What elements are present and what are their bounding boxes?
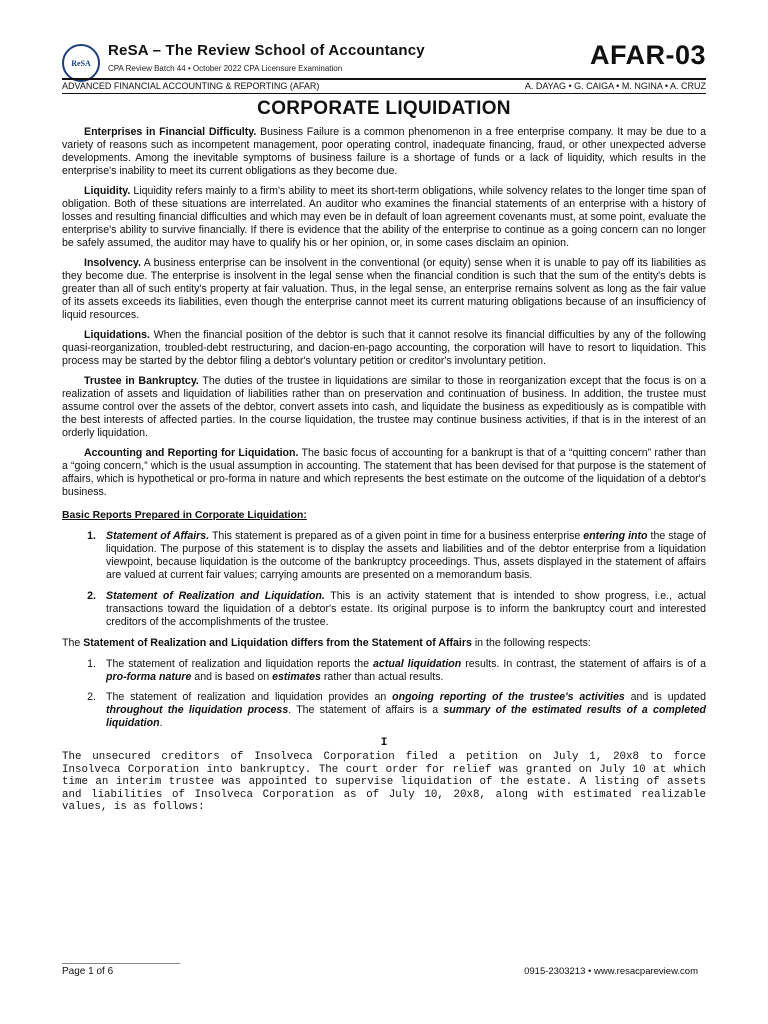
list-item: 1. Statement of Affairs. This statement is prepared as of a given point in time for a business enterprise entering into the stage of liquidation. The purpose of this statement is to display the assets and liabilities and of the debtor enterprise from a liquidation viewpoint, because liquidation is the outcome of the bankruptcy proceedings. Thus, assets displayed in the statement of affairs are valued at current fair values; carrying amounts are presented on a memorandum basis. [87, 530, 706, 581]
paragraph-liquidations: Liquidations. When the financial position of the debtor is such that it cannot resolve its financial difficulties by any of the following quasi-reorganization, troubled-debt restructuring, and dacion-en-pago accounting, the corporation will have to resort to liquidation. This process may be started by the debtor filing a debtor's voluntary petition or creditor's involuntary petition. [62, 329, 706, 367]
problem-numeral: I [380, 737, 388, 749]
basic-reports-list [62, 530, 706, 629]
comparison-list [62, 658, 706, 730]
module-code: AFAR-03 [589, 40, 706, 70]
header-divider-bottom [62, 93, 706, 94]
batch-info: CPA Review Batch 44 • October 2022 CPA Licensure Examination [108, 64, 343, 73]
list-item: 2. Statement of Realization and Liquidation. This is an activity statement that is intended to show progress, i.e., actual transactions toward the liquidation of a debtor's estate. Its original purpose is to inform the bankruptcy court and interested creditors of the accomplishments of the trustee. [87, 590, 707, 628]
document-body [62, 126, 706, 821]
paragraph-insolvency: Insolvency. A business enterprise can be insolvent in the conventional (or equity) sense when it is unable to pay off its liabilities as they become due. The enterprise is insolvent in the legal sense when the financial condition is such that the sum of the entity's debts is greater than all of such entity's property at fair valuation. Thus, in the legal sense, an enterprise remains solvent as long as the fair value of its assets exceeds its liabilities, even though the enterprise cannot meet its current maturing obligations because of an insufficiency of liquid resources. [62, 257, 706, 321]
comparison-intro: The Statement of Realization and Liquidation differs from the Statement of Affairs in the following respects: [62, 637, 591, 649]
resa-logo: ReSA [62, 44, 100, 82]
problem-text: The unsecured creditors of Insolveca Corporation filed a petition on July 1, 20x8 to force Insolveca Corporation into bankruptcy. The court order for relief was granted on July 10 at which time an interim trustee was appointed to supervise liquidation of the estate. A listing of assets and liabilities of Insolveca Corporation as of July 10, 20x8, along with estimated realizable values, is as follows: [62, 751, 706, 813]
list-item: 2. The statement of realization and liquidation provides an ongoing reporting of the trustee's activities and is updated throughout the liquidation process. The statement of affairs is a summary of the estimated results of a completed liquidation. [87, 691, 707, 729]
paragraph-trustee: Trustee in Bankruptcy. The duties of the trustee in liquidations are similar to those in reorganization except that the focus is on a realization of assets and liquidation of liabilities rather than on preservation and continuation of business. In addition, the trustee must assume control over the assets of the debtor, convert assets into cash, and liquidate the business as expeditiously as is compatible with the best interests of affected parties. In the course liquidation, the trustee may continue business activities, if that is in the interest of an orderly liquidation. [62, 375, 707, 439]
paragraph-financial-difficulty: Enterprises in Financial Difficulty. Business Failure is a common phenomenon in a free enterprise company. It may be due to a variety of reasons such as incompetent management, poor operating control, inadequate financing, fraud, or other unexpected adverse developments. Among the inevitable symptoms of business failure is a shortage of funds or a lack of liquidity, which results in the enterprise's inability to meet its current obligations as they become due. [62, 126, 706, 177]
contact-info: 0915-2303213 • www.resacpareview.com [524, 966, 698, 977]
paragraph-accounting-reporting: Accounting and Reporting for Liquidation. The basic focus of accounting for a bankrupt is that of a “quitting concern” rather than a “going concern,” which is the usual assumption in accounting. The statement that has been devised for that purpose is the statement of affairs, which is hypothetical or pro-forma in nature and which represents the best estimate on the outcome of the liquidation of a debtor's business. [62, 447, 706, 498]
brand-title: ReSA – The Review School of Accountancy [108, 42, 425, 59]
authors: A. DAYAG • G. CAIGA • M. NGINA • A. CRUZ [524, 81, 706, 91]
footer-divider [62, 963, 180, 964]
basic-reports-heading: Basic Reports Prepared in Corporate Liquidation: [62, 510, 307, 521]
subject-title: ADVANCED FINANCIAL ACCOUNTING & REPORTING (AFAR) [62, 81, 320, 91]
paragraph-liquidity: Liquidity. Liquidity refers mainly to a firm's ability to meet its short-term obligations, while solvency relates to the longer time span of obligation. Both of these situations are interrelated. An auditor who examines the financial statements of an enterprise with a history of losses and resulting financial difficulties and which may even be in default of loan agreement covenants must, at some point, evaluate the enterprise's ability to survive financially. If there is evidence that the ability of the enterprise to continue as a going concern can no longer be safely assumed, the auditor may have to qualify his or her opinion, or, in some cases disclaim an opinion. [62, 185, 706, 249]
page-title: CORPORATE LIQUIDATION [257, 98, 511, 119]
list-item: 1. The statement of realization and liquidation reports the actual liquidation results. In contrast, the statement of affairs is of a pro-forma nature and is based on estimates rather than actual results. [87, 658, 707, 683]
header-divider [62, 78, 706, 80]
page-number: Page 1 of 6 [62, 966, 114, 977]
page-header [62, 40, 706, 96]
